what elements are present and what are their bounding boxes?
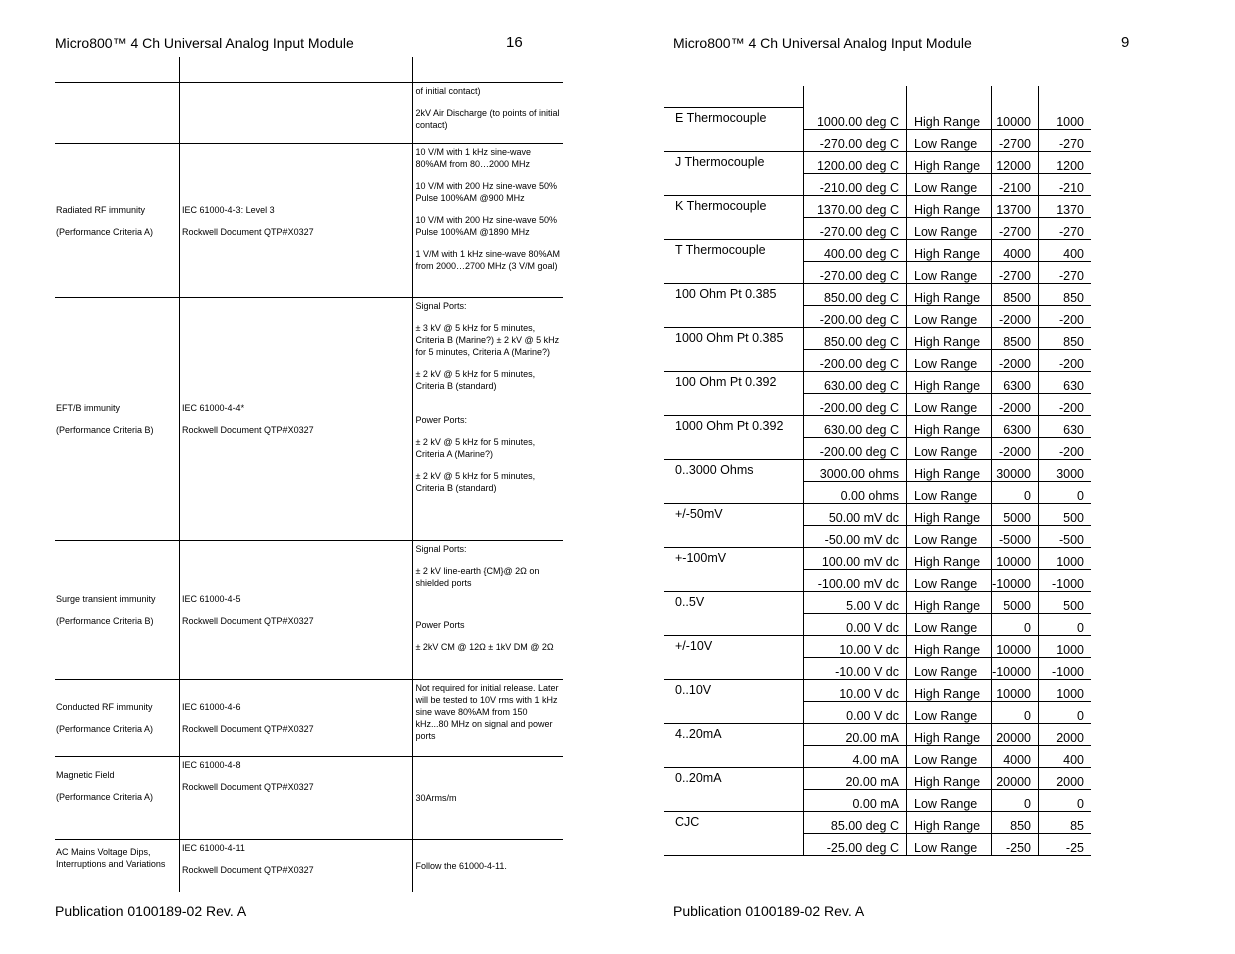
- input-type-label: 0..5V: [675, 594, 705, 609]
- range-cell: High Range: [907, 327, 992, 349]
- engineering-count-cell: 20000: [992, 723, 1039, 745]
- scaled-count-cell: 0: [1039, 789, 1092, 811]
- input-type-cell: [664, 195, 804, 239]
- spec-note: ± 2 kV @ 5 kHz for 5 minutes, Criteria B (standard): [415, 369, 536, 391]
- table-row: [55, 298, 563, 541]
- spec-note: ± 2 kV @ 5 kHz for 5 minutes, Criteria B (standard): [415, 471, 536, 493]
- input-type-cell: [664, 108, 804, 152]
- scaled-count-cell: -210: [1039, 173, 1092, 195]
- range-cell: High Range: [907, 151, 992, 173]
- input-type-label: CJC: [675, 814, 700, 829]
- scaled-count-cell: 1000: [1039, 635, 1092, 657]
- range-cell: High Range: [907, 679, 992, 701]
- engineering-count-cell: -2700: [992, 129, 1039, 151]
- engineering-count-cell: 20000: [992, 767, 1039, 789]
- range-cell: High Range: [907, 371, 992, 393]
- engineering-count-cell: -5000: [992, 525, 1039, 547]
- engineering-count-cell: 10000: [992, 635, 1039, 657]
- range-cell: High Range: [907, 459, 992, 481]
- table-row: [664, 108, 1091, 130]
- test-document: Rockwell Document QTP#X0327: [182, 616, 314, 626]
- right-page-footer: Publication 0100189-02 Rev. A: [673, 903, 865, 919]
- scaled-count-cell: 2000: [1039, 767, 1092, 789]
- emc-test-table: [55, 57, 563, 892]
- scaled-count-cell: 1000: [1039, 679, 1092, 701]
- test-name: Conducted RF immunity: [56, 702, 153, 712]
- test-standard: IEC 61000-4-3: Level 3: [182, 204, 275, 215]
- scaled-count-cell: -25: [1039, 833, 1092, 855]
- table-row: [664, 415, 1091, 437]
- input-type-label: E Thermocouple: [675, 111, 767, 125]
- value-cell: 850.00 deg C: [804, 327, 907, 349]
- engineering-count-cell: 10000: [992, 679, 1039, 701]
- engineering-count-cell: 4000: [992, 745, 1039, 767]
- left-page-number: 16: [506, 34, 523, 51]
- spec-note: of initial contact): [415, 86, 481, 96]
- input-type-label: K Thermocouple: [675, 198, 767, 213]
- spec-note: Not required for initial release. Later will be tested to 10V rms with 1 kHz sine wave 80%AM from 150 kHz...80 MHz on signal and power ports: [415, 683, 559, 741]
- input-type-cell: [664, 635, 804, 679]
- input-range-table: [664, 86, 1091, 856]
- engineering-count-cell: 30000: [992, 459, 1039, 481]
- scaled-count-cell: -270: [1039, 261, 1092, 283]
- range-cell: High Range: [907, 767, 992, 789]
- table-row: [664, 327, 1091, 349]
- input-type-label: 1000 Ohm Pt 0.392: [675, 418, 784, 433]
- spec-note: ± 3 kV @ 5 kHz for 5 minutes, Criteria B (Marine?) ± 2 kV @ 5 kHz for 5 minutes, Criteria A (Marine?): [415, 323, 560, 357]
- input-type-label: 0..10V: [675, 682, 712, 697]
- input-type-label: 100 Ohm Pt 0.392: [675, 374, 777, 389]
- spec-note: 10 V/M with 1 kHz sine-wave 80%AM from 80…2000 MHz: [415, 147, 532, 169]
- table-row: [55, 83, 563, 144]
- scaled-count-cell: 630: [1039, 415, 1092, 437]
- value-cell: -25.00 deg C: [804, 833, 907, 855]
- test-document: Rockwell Document QTP#X0327: [182, 724, 314, 734]
- engineering-count-cell: 8500: [992, 283, 1039, 305]
- value-cell: 400.00 deg C: [804, 239, 907, 261]
- spec-note: 1 V/M with 1 kHz sine-wave 80%AM from 2000…2700 MHz (3 V/M goal): [415, 249, 561, 271]
- range-cell: High Range: [907, 239, 992, 261]
- value-cell: -10.00 V dc: [804, 657, 907, 679]
- engineering-count-cell: 6300: [992, 371, 1039, 393]
- value-cell: 10.00 V dc: [804, 679, 907, 701]
- table-row: [664, 283, 1091, 305]
- input-type-cell: [664, 371, 804, 415]
- test-standard: IEC 61000-4-8: [182, 760, 241, 770]
- test-criteria: (Performance Criteria A): [56, 792, 154, 802]
- spec-note: Signal Ports:: [415, 544, 467, 554]
- value-cell: 850.00 deg C: [804, 283, 907, 305]
- range-cell: Low Range: [907, 613, 992, 635]
- range-cell: Low Range: [907, 525, 992, 547]
- test-criteria: (Performance Criteria B): [56, 616, 154, 626]
- table-row: [664, 547, 1091, 569]
- test-document: Rockwell Document QTP#X0327: [182, 782, 314, 792]
- test-standard: IEC 61000-4-11: [182, 843, 245, 853]
- engineering-count-cell: -2700: [992, 217, 1039, 239]
- engineering-count-cell: 12000: [992, 151, 1039, 173]
- scaled-count-cell: 1000: [1039, 547, 1092, 569]
- test-name: EFT/B immunity: [56, 403, 121, 413]
- table-row: [55, 757, 563, 840]
- left-page-title: Micro800™ 4 Ch Universal Analog Input Module: [55, 35, 354, 51]
- value-cell: -200.00 deg C: [804, 393, 907, 415]
- range-cell: High Range: [907, 503, 992, 525]
- range-cell: Low Range: [907, 701, 992, 723]
- test-standard: IEC 61000-4-5: [182, 594, 241, 604]
- value-cell: -100.00 mV dc: [804, 569, 907, 591]
- input-type-label: 4..20mA: [675, 726, 722, 741]
- engineering-count-cell: 8500: [992, 327, 1039, 349]
- input-type-label: +-100mV: [675, 550, 727, 565]
- engineering-count-cell: 0: [992, 789, 1039, 811]
- engineering-count-cell: 0: [992, 481, 1039, 503]
- table-row: [664, 679, 1091, 701]
- value-cell: 50.00 mV dc: [804, 503, 907, 525]
- value-cell: 20.00 mA: [804, 767, 907, 789]
- value-cell: 1370.00 deg C: [804, 195, 907, 217]
- range-cell: Low Range: [907, 173, 992, 195]
- spec-note: ± 2 kV @ 5 kHz for 5 minutes, Criteria A (Marine?): [415, 437, 536, 459]
- value-cell: -200.00 deg C: [804, 437, 907, 459]
- range-cell: Low Range: [907, 305, 992, 327]
- table-row: [664, 371, 1091, 393]
- scaled-count-cell: 850: [1039, 327, 1092, 349]
- input-type-label: 1000 Ohm Pt 0.385: [675, 330, 784, 345]
- input-type-cell: [664, 283, 804, 327]
- table-row: [55, 680, 563, 757]
- value-cell: -50.00 mV dc: [804, 525, 907, 547]
- table-row: [664, 767, 1091, 789]
- scaled-count-cell: 400: [1039, 239, 1092, 261]
- test-criteria: (Performance Criteria A): [56, 226, 154, 237]
- spec-note: Power Ports: [415, 620, 465, 630]
- spec-note: 10 V/M with 200 Hz sine-wave 50% Pulse 100%AM @900 MHz: [415, 181, 558, 203]
- table-row: [664, 195, 1091, 217]
- range-cell: Low Range: [907, 437, 992, 459]
- range-cell: High Range: [907, 283, 992, 305]
- spec-note: ± 2kV CM @ 12Ω ± 1kV DM @ 2Ω: [415, 642, 554, 652]
- input-type-label: 0..20mA: [675, 770, 722, 785]
- engineering-count-cell: -2700: [992, 261, 1039, 283]
- spec-note: Follow the 61000-4-11.: [415, 861, 507, 871]
- test-document: Rockwell Document QTP#X0327: [182, 865, 314, 875]
- left-page-footer: Publication 0100189-02 Rev. A: [55, 903, 247, 919]
- range-cell: High Range: [907, 415, 992, 437]
- spec-note: 30Arms/m: [415, 793, 457, 803]
- test-name: Magnetic Field: [56, 770, 115, 780]
- range-cell: High Range: [907, 591, 992, 613]
- spec-note: Power Ports:: [415, 415, 468, 425]
- value-cell: 4.00 mA: [804, 745, 907, 767]
- input-type-cell: [664, 811, 804, 855]
- scaled-count-cell: -200: [1039, 393, 1092, 415]
- range-cell: Low Range: [907, 745, 992, 767]
- input-type-cell: [664, 327, 804, 371]
- test-document: Rockwell Document QTP#X0327: [182, 226, 314, 237]
- value-cell: 10.00 V dc: [804, 635, 907, 657]
- test-name: Radiated RF immunity: [56, 204, 146, 215]
- value-cell: 630.00 deg C: [804, 371, 907, 393]
- engineering-count-cell: -10000: [992, 569, 1039, 591]
- table-row: [664, 811, 1091, 833]
- scaled-count-cell: 500: [1039, 591, 1092, 613]
- engineering-count-cell: -2000: [992, 437, 1039, 459]
- range-cell: High Range: [907, 547, 992, 569]
- input-type-cell: [664, 239, 804, 283]
- input-type-cell: [664, 151, 804, 195]
- engineering-count-cell: -250: [992, 833, 1039, 855]
- value-cell: -200.00 deg C: [804, 305, 907, 327]
- range-cell: High Range: [907, 811, 992, 833]
- range-cell: Low Range: [907, 833, 992, 855]
- range-cell: Low Range: [907, 349, 992, 371]
- range-cell: High Range: [907, 108, 992, 130]
- range-cell: Low Range: [907, 129, 992, 151]
- table-row: [664, 723, 1091, 745]
- test-standard: IEC 61000-4-4*: [182, 403, 245, 413]
- engineering-count-cell: -2000: [992, 393, 1039, 415]
- engineering-count-cell: 0: [992, 613, 1039, 635]
- test-name: Surge transient immunity: [56, 594, 156, 604]
- range-cell: Low Range: [907, 481, 992, 503]
- scaled-count-cell: 2000: [1039, 723, 1092, 745]
- value-cell: 85.00 deg C: [804, 811, 907, 833]
- range-cell: High Range: [907, 195, 992, 217]
- range-cell: High Range: [907, 635, 992, 657]
- scaled-count-cell: 1370: [1039, 195, 1092, 217]
- table-header-stub: [55, 57, 563, 83]
- value-cell: 5.00 V dc: [804, 591, 907, 613]
- scaled-count-cell: 1000: [1039, 108, 1092, 130]
- engineering-count-cell: 6300: [992, 415, 1039, 437]
- input-type-label: T Thermocouple: [675, 242, 766, 257]
- value-cell: -270.00 deg C: [804, 261, 907, 283]
- engineering-count-cell: -2100: [992, 173, 1039, 195]
- scaled-count-cell: 850: [1039, 283, 1092, 305]
- input-type-cell: [664, 767, 804, 811]
- scaled-count-cell: 0: [1039, 481, 1092, 503]
- table-row: [55, 144, 563, 298]
- value-cell: -270.00 deg C: [804, 217, 907, 239]
- spec-note: ± 2 kV line-earth {CM}@ 2Ω on shielded ports: [415, 566, 540, 588]
- scaled-count-cell: 0: [1039, 613, 1092, 635]
- range-cell: High Range: [907, 723, 992, 745]
- spec-note: 2kV Air Discharge (to points of initial contact): [415, 108, 560, 130]
- value-cell: 20.00 mA: [804, 723, 907, 745]
- range-cell: Low Range: [907, 217, 992, 239]
- table-row: [664, 151, 1091, 173]
- engineering-count-cell: 5000: [992, 503, 1039, 525]
- table-row: [55, 840, 563, 893]
- value-cell: 0.00 V dc: [804, 701, 907, 723]
- value-cell: 0.00 ohms: [804, 481, 907, 503]
- engineering-count-cell: 4000: [992, 239, 1039, 261]
- scaled-count-cell: 1200: [1039, 151, 1092, 173]
- value-cell: -200.00 deg C: [804, 349, 907, 371]
- scaled-count-cell: -1000: [1039, 657, 1092, 679]
- scaled-count-cell: -500: [1039, 525, 1092, 547]
- range-cell: Low Range: [907, 789, 992, 811]
- scaled-count-cell: -1000: [1039, 569, 1092, 591]
- engineering-count-cell: -2000: [992, 349, 1039, 371]
- engineering-count-cell: 10000: [992, 547, 1039, 569]
- input-type-cell: [664, 679, 804, 723]
- range-cell: Low Range: [907, 657, 992, 679]
- test-name: AC Mains Voltage Dips, Interruptions and Variations: [56, 847, 166, 869]
- scaled-count-cell: -200: [1039, 305, 1092, 327]
- value-cell: -270.00 deg C: [804, 129, 907, 151]
- input-type-cell: [664, 459, 804, 503]
- table-row: [664, 591, 1091, 613]
- input-type-cell: [664, 503, 804, 547]
- table-row: [664, 503, 1091, 525]
- table-row: [664, 239, 1091, 261]
- test-document: Rockwell Document QTP#X0327: [182, 425, 314, 435]
- engineering-count-cell: 0: [992, 701, 1039, 723]
- engineering-count-cell: 10000: [992, 108, 1039, 130]
- range-cell: Low Range: [907, 393, 992, 415]
- spec-note: Signal Ports:: [415, 301, 467, 311]
- value-cell: 3000.00 ohms: [804, 459, 907, 481]
- engineering-count-cell: -10000: [992, 657, 1039, 679]
- scaled-count-cell: 0: [1039, 701, 1092, 723]
- value-cell: 1000.00 deg C: [804, 108, 907, 130]
- table-row: [664, 459, 1091, 481]
- value-cell: 100.00 mV dc: [804, 547, 907, 569]
- scaled-count-cell: -270: [1039, 129, 1092, 151]
- scaled-count-cell: 500: [1039, 503, 1092, 525]
- table-row: [55, 541, 563, 680]
- test-criteria: (Performance Criteria A): [56, 724, 154, 734]
- table-row: [664, 635, 1091, 657]
- engineering-count-cell: 13700: [992, 195, 1039, 217]
- scaled-count-cell: -200: [1039, 437, 1092, 459]
- input-type-label: +/-50mV: [675, 506, 723, 521]
- input-type-cell: [664, 723, 804, 767]
- input-type-cell: [664, 547, 804, 591]
- scaled-count-cell: 400: [1039, 745, 1092, 767]
- engineering-count-cell: 5000: [992, 591, 1039, 613]
- input-type-label: 100 Ohm Pt 0.385: [675, 286, 777, 301]
- table-header-stub: [664, 86, 1091, 108]
- test-criteria: (Performance Criteria B): [56, 425, 154, 435]
- engineering-count-cell: -2000: [992, 305, 1039, 327]
- value-cell: 0.00 mA: [804, 789, 907, 811]
- scaled-count-cell: -270: [1039, 217, 1092, 239]
- scaled-count-cell: 630: [1039, 371, 1092, 393]
- input-type-label: 0..3000 Ohms: [675, 462, 754, 477]
- value-cell: 1200.00 deg C: [804, 151, 907, 173]
- range-cell: Low Range: [907, 261, 992, 283]
- value-cell: 630.00 deg C: [804, 415, 907, 437]
- value-cell: -210.00 deg C: [804, 173, 907, 195]
- input-type-label: J Thermocouple: [675, 154, 765, 169]
- right-page-number: 9: [1121, 34, 1130, 51]
- right-page-title: Micro800™ 4 Ch Universal Analog Input Module: [673, 35, 972, 51]
- scaled-count-cell: 85: [1039, 811, 1092, 833]
- spec-note: 10 V/M with 200 Hz sine-wave 50% Pulse 100%AM @1890 MHz: [415, 215, 558, 237]
- scaled-count-cell: 3000: [1039, 459, 1092, 481]
- test-standard: IEC 61000-4-6: [182, 702, 241, 712]
- range-cell: Low Range: [907, 569, 992, 591]
- engineering-count-cell: 850: [992, 811, 1039, 833]
- input-type-label: +/-10V: [675, 638, 713, 653]
- input-type-cell: [664, 591, 804, 635]
- input-type-cell: [664, 415, 804, 459]
- value-cell: 0.00 V dc: [804, 613, 907, 635]
- scaled-count-cell: -200: [1039, 349, 1092, 371]
